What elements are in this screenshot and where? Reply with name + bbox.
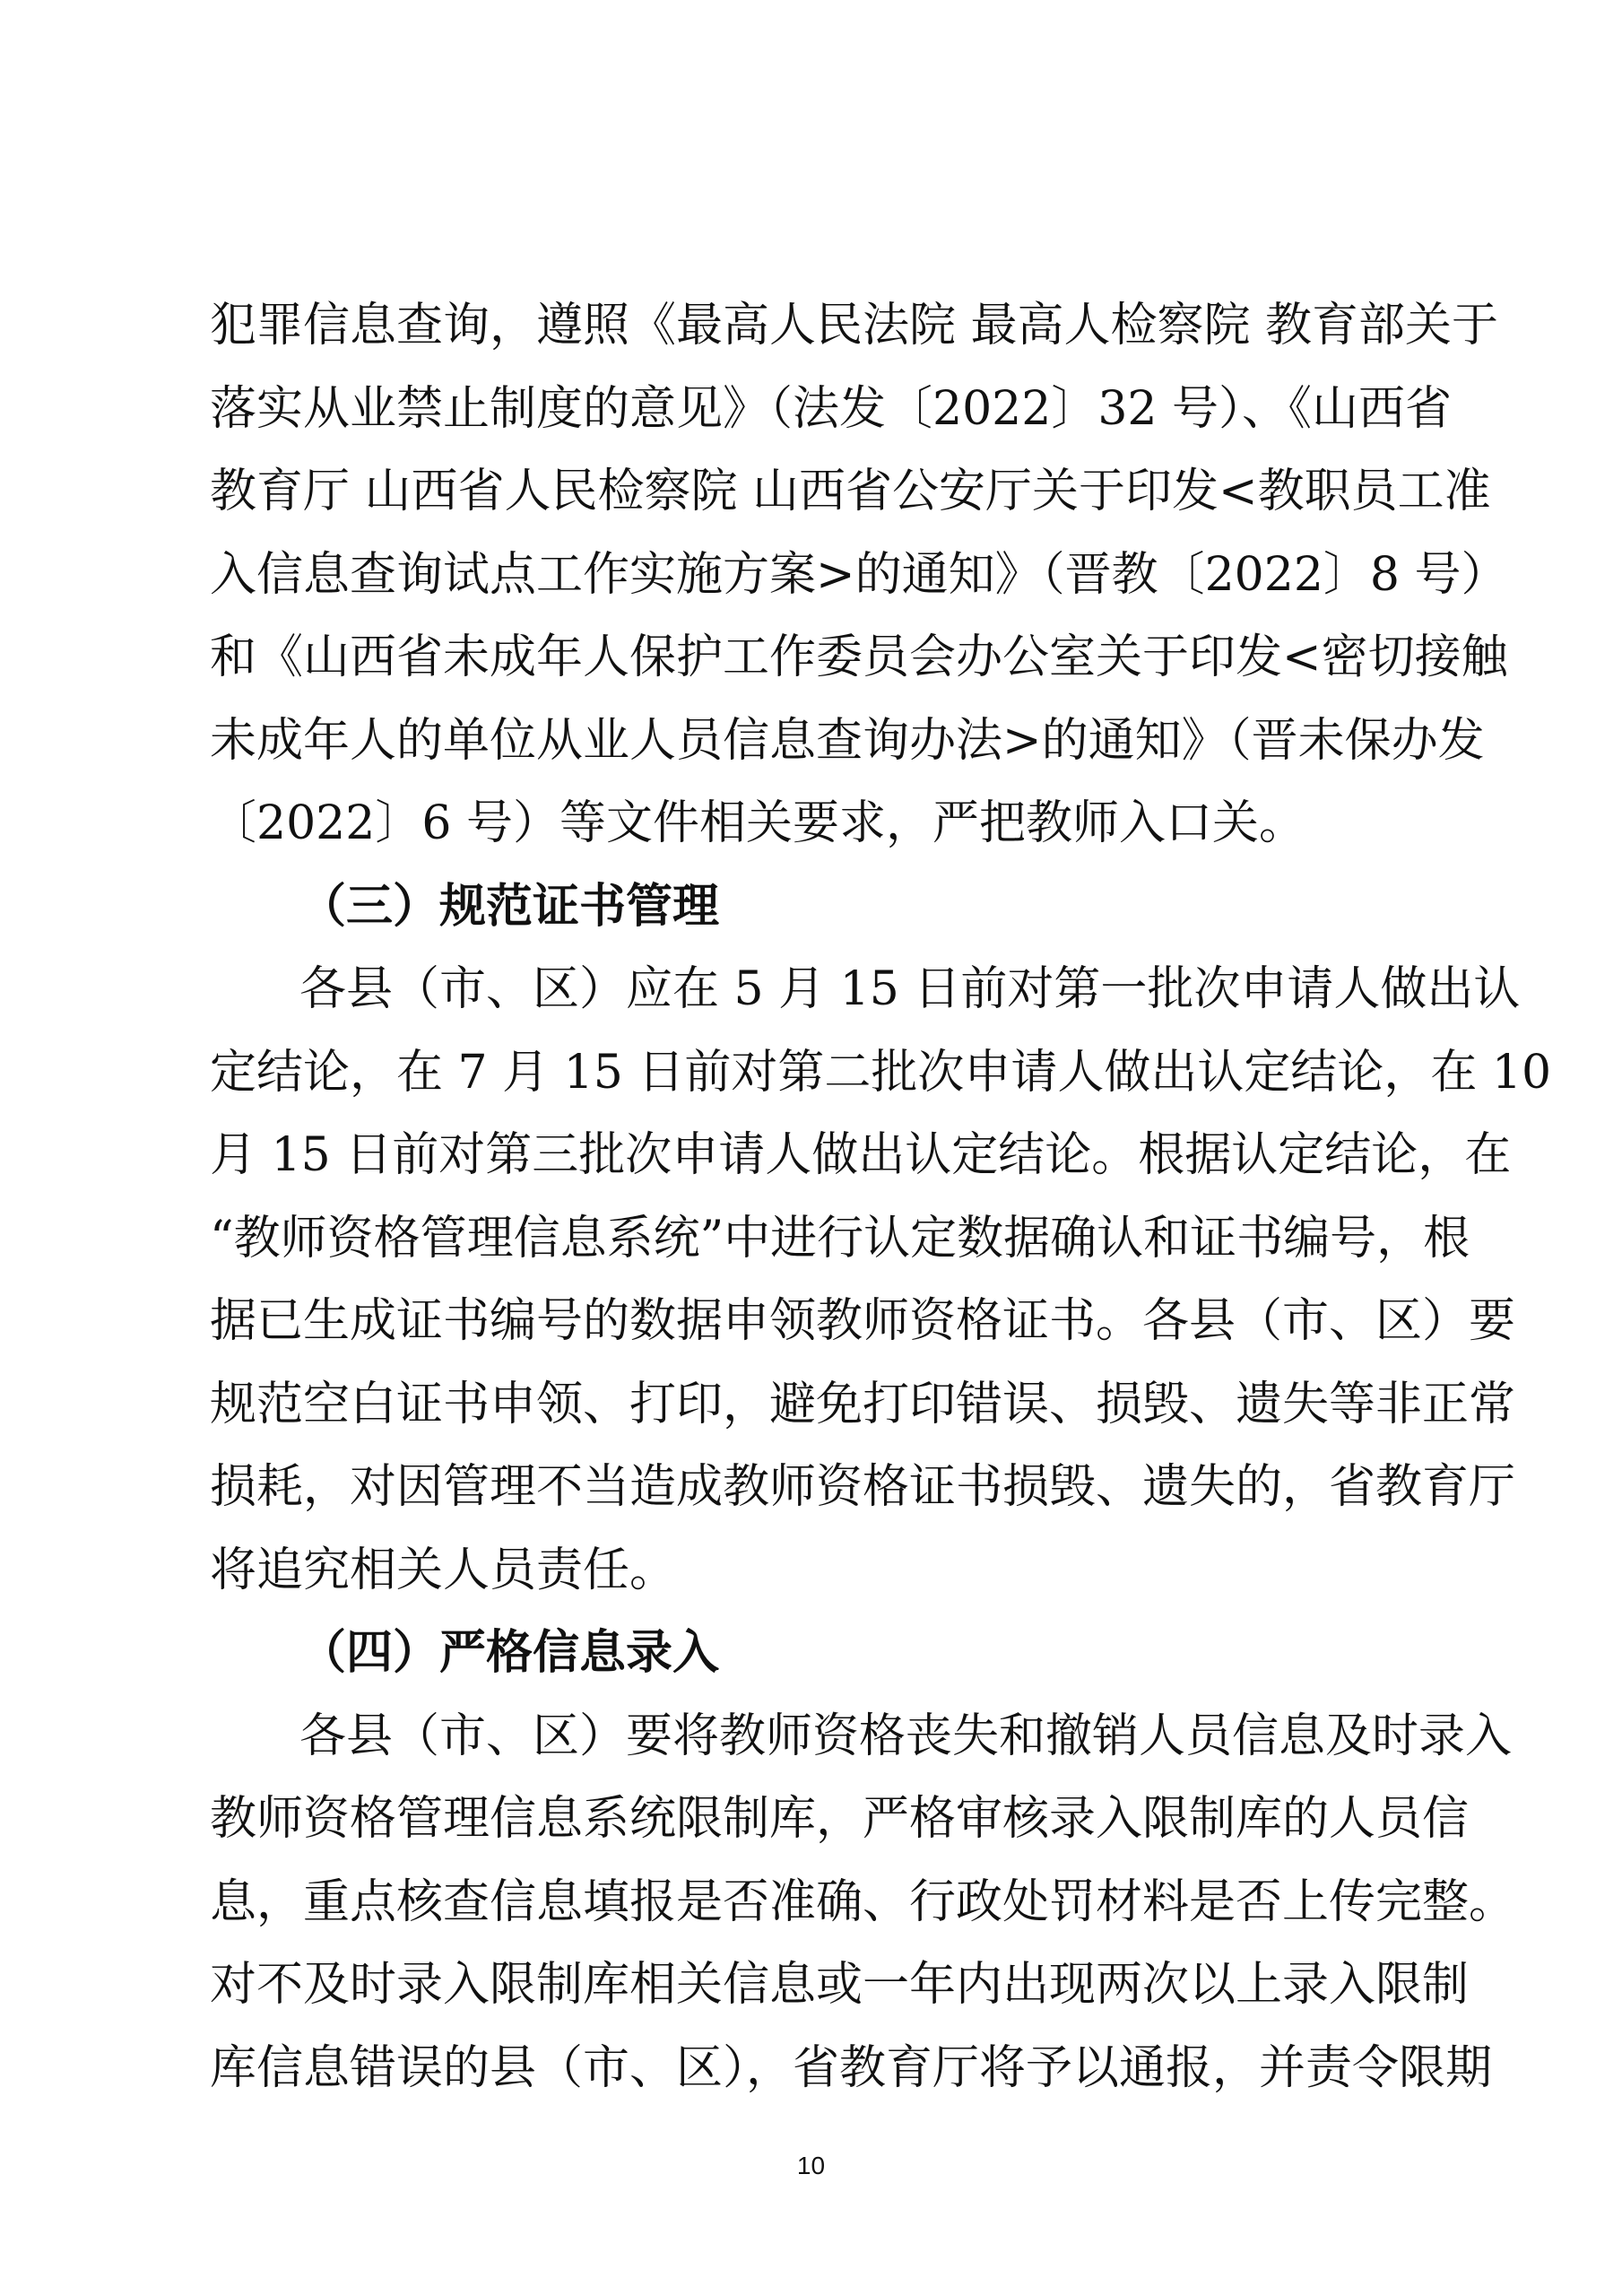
paragraph-2-line-3: 月 15 日前对第三批次申请人做出认定结论。根据认定结论，在 <box>210 1128 1512 1182</box>
paragraph-1-line-4: 入信息查询试点工作实施方案>的通知》（晋教〔2022〕8 号） <box>210 548 1508 602</box>
section-heading-3: （三）规范证书管理 <box>299 880 720 934</box>
paragraph-2-line-2: 定结论，在 7 月 15 日前对第二批次申请人做出认定结论，在 10 <box>210 1046 1552 1100</box>
paragraph-3-line-2: 教师资格管理信息系统限制库，严格审核录入限制库的人员信 <box>210 1792 1470 1846</box>
paragraph-2-line-1: 各县（市、区）应在 5 月 15 日前对第一批次申请人做出认 <box>299 962 1521 1016</box>
paragraph-3-line-4: 对不及时录入限制库相关信息或一年内出现两次以上录入限制 <box>210 1958 1470 2012</box>
paragraph-2-line-6: 规范空白证书申领、打印，避免打印错误、损毁、遗失等非正常 <box>210 1378 1516 1431</box>
section-heading-4: （四）严格信息录入 <box>299 1626 720 1680</box>
paragraph-1-line-5: 和《山西省未成年人保护工作委员会办公室关于印发<密切接触 <box>210 631 1508 684</box>
paragraph-2-line-7: 损耗，对因管理不当造成教师资格证书损毁、遗失的，省教育厅 <box>210 1460 1516 1514</box>
paragraph-1-line-7: 〔2022〕6 号）等文件相关要求，严把教师入口关。 <box>210 796 1305 850</box>
page-number: 10 <box>796 2152 826 2179</box>
paragraph-2-line-5: 据已生成证书编号的数据申领教师资格证书。各县（市、区）要 <box>210 1294 1516 1348</box>
paragraph-3-line-3: 息，重点核查信息填报是否准确、行政处罚材料是否上传完整。 <box>210 1875 1516 1929</box>
paragraph-1-line-3: 教育厅 山西省人民检察院 山西省公安厅关于印发<教职员工准 <box>210 465 1491 518</box>
paragraph-2-line-4: “教师资格管理信息系统”中进行认定数据确认和证书编号，根 <box>210 1212 1470 1265</box>
paragraph-1-line-1: 犯罪信息查询，遵照《最高人民法院 最高人检察院 教育部关于 <box>210 299 1499 352</box>
paragraph-3-line-5: 库信息错误的县（市、区），省教育厅将予以通报，并责令限期 <box>210 2041 1493 2095</box>
paragraph-1-line-2: 落实从业禁止制度的意见》（法发〔2022〕32 号）、《山西省 <box>210 382 1453 436</box>
paragraph-3-line-1: 各县（市、区）要将教师资格丧失和撤销人员信息及时录入 <box>299 1709 1513 1763</box>
paragraph-1-line-6: 未成年人的单位从业人员信息查询办法>的通知》（晋未保办发 <box>210 714 1485 768</box>
paragraph-2-line-8: 将追究相关人员责任。 <box>210 1544 677 1597</box>
